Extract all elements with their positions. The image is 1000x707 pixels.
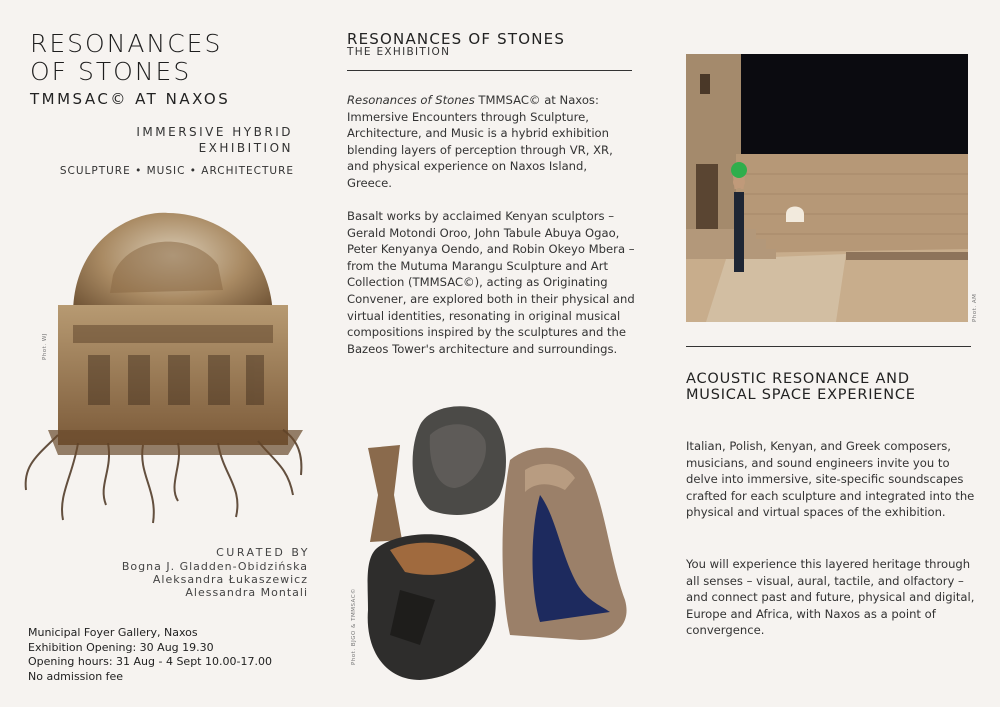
sculpture-photo-credit: Phot. WJ bbox=[42, 333, 48, 360]
stones-photo-credit: Phot. BJGO & TMMSAC© bbox=[351, 587, 357, 665]
tower-night-photo bbox=[686, 54, 968, 322]
senses-paragraph: You will experience this layered heritage through all senses – visual, aural, tactile, and olfactory – and connect past and future, physical and digital, Europe and Africa, with Naxos as a point of convergence. bbox=[686, 557, 975, 638]
sculptors-paragraph: Basalt works by acclaimed Kenyan sculptors – Gerald Motondi Oroo, John Tabule Abuya Ogao, Peter Kenyanya Oendo, and Robin Okeyo Mbera – from the Mutuma Marangu Sculpture and Art Collection (TMMSAC©), acting as Originating Convener, are explored both in their physical and virtual identities, resonating in original musical compositions inspired by the sculptures and the Bazeos Tower's architecture and surroundings. bbox=[347, 209, 635, 356]
venue: Municipal Foyer Gallery, Naxos bbox=[28, 626, 198, 639]
dome-sculpture-image bbox=[18, 205, 308, 535]
tower-photo-credit: Phot. AM bbox=[972, 293, 978, 322]
admission: No admission fee bbox=[28, 669, 124, 683]
divider bbox=[686, 346, 971, 347]
divider bbox=[347, 70, 632, 71]
exhibition-subtitle: TMMSAC© AT NAXOS bbox=[30, 90, 231, 108]
curator-name: Aleksandra Łukaszewicz bbox=[152, 573, 308, 586]
basalt-sculptures-image bbox=[360, 400, 635, 692]
middle-subheading: THE EXHIBITION bbox=[347, 46, 451, 58]
exhibition-type: IMMERSIVE HYBRID EXHIBITION bbox=[136, 125, 293, 155]
discipline-tags: SCULPTURE • MUSIC • ARCHITECTURE bbox=[59, 165, 294, 177]
exhibition-title: RESONANCES OF STONES bbox=[30, 29, 223, 86]
curators-list bbox=[60, 560, 308, 599]
curated-by-label: CURATED BY bbox=[216, 546, 310, 559]
right-heading: ACOUSTIC RESONANCE AND MUSICAL SPACE EXPERIENCE bbox=[686, 371, 916, 403]
curator-name: Alessandra Montali bbox=[185, 586, 308, 599]
opening-hours: Opening hours: 31 Aug - 4 Sept 10.00-17.00 bbox=[28, 655, 272, 669]
tower-scene bbox=[686, 54, 968, 322]
opening-date: Exhibition Opening: 30 Aug 19.30 bbox=[28, 640, 214, 654]
composers-paragraph: Italian, Polish, Kenyan, and Greek composers, musicians, and sound engineers invite you to delve into immersive, site-specific soundscapes crafted for each sculpture and integrated into the physical and virtual spaces of the exhibition. bbox=[686, 439, 975, 520]
curator-name: Bogna J. Gladden-Obidzińska bbox=[121, 560, 308, 573]
exhibition-info bbox=[28, 626, 272, 684]
middle-heading: RESONANCES OF STONES bbox=[347, 30, 566, 48]
intro-paragraph: Resonances of Stones TMMSAC© at Naxos: Immersive Encounters through Sculpture, Architecture, and Music is a hybrid exhibition blending layers of perception through VR, XR, and physical experience on Naxos Island, Greece. bbox=[347, 93, 613, 190]
